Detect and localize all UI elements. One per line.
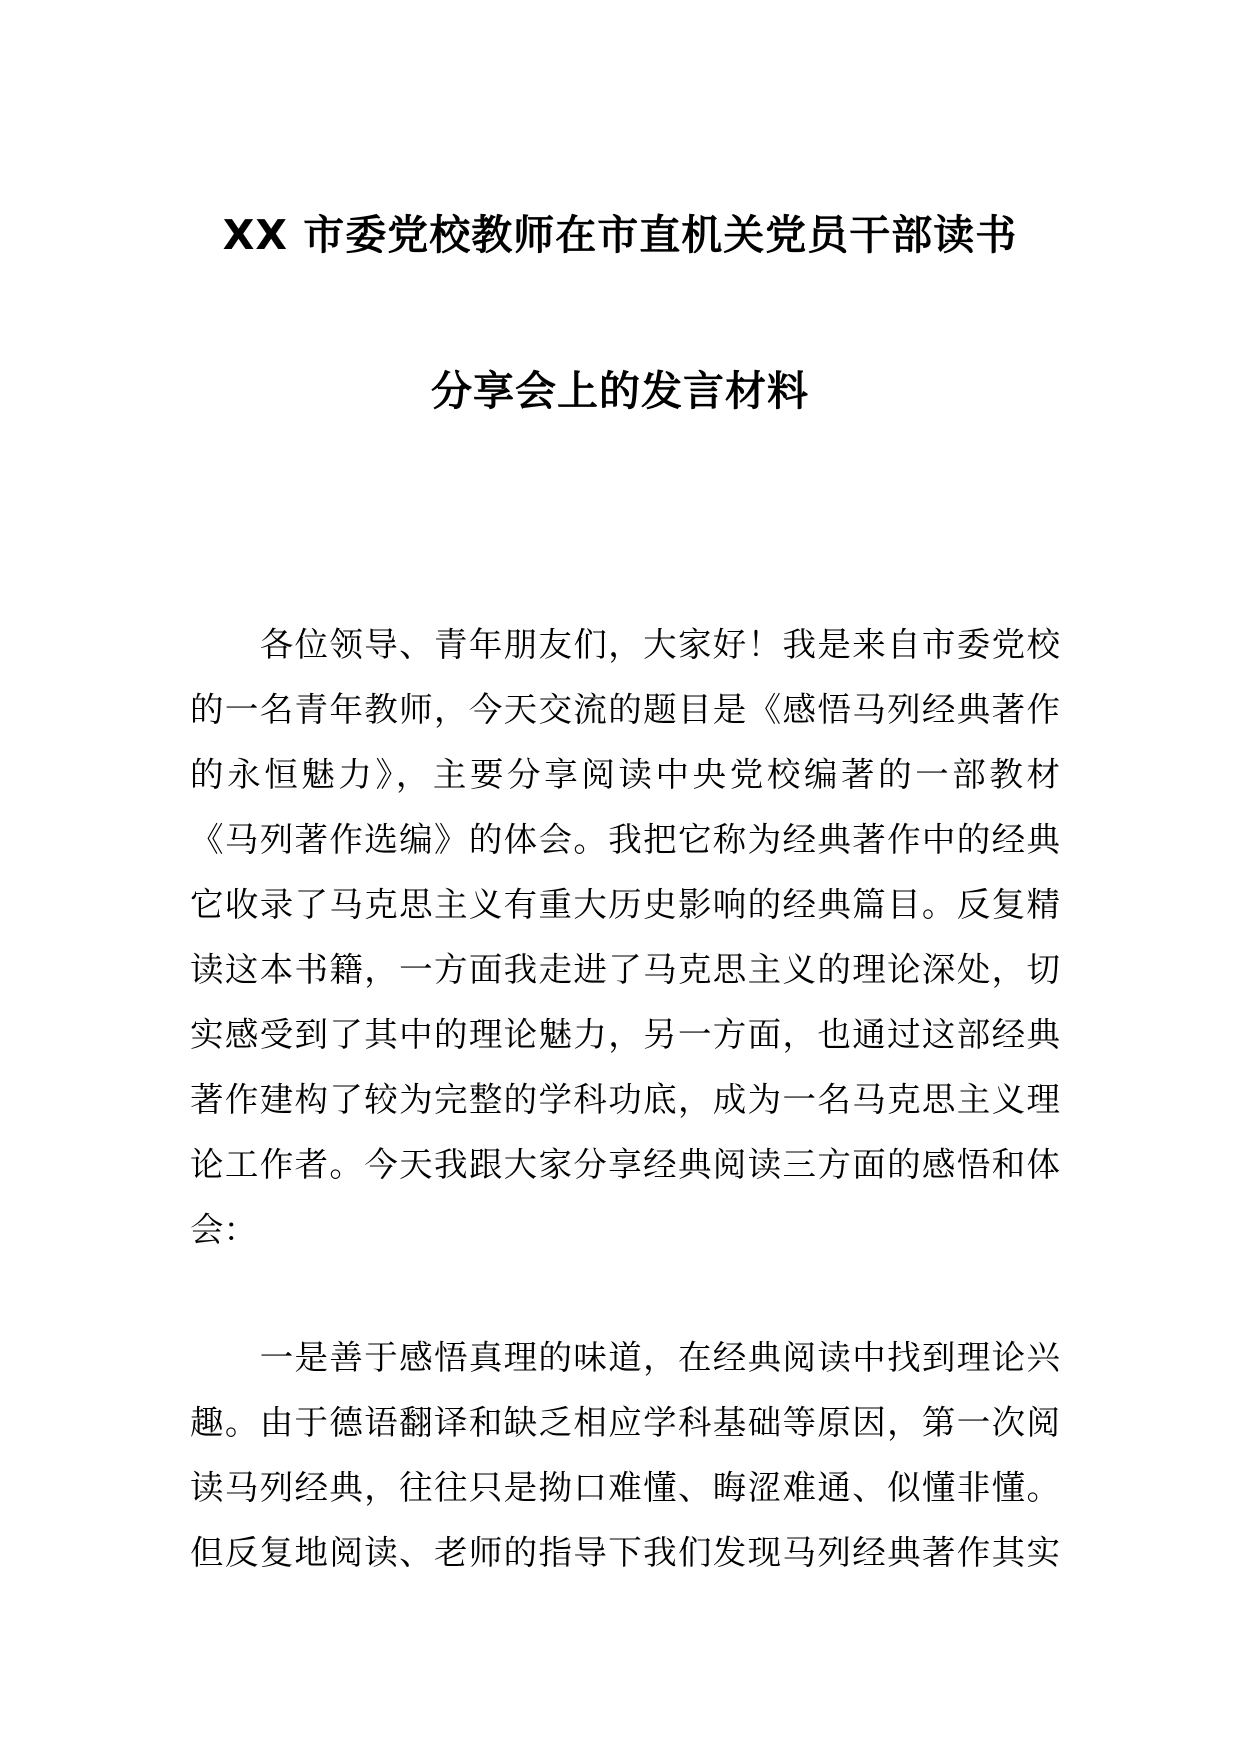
paragraph-line: 读这本书籍，一方面我走进了马克思主义的理论深处，切: [190, 950, 1060, 989]
paragraph-line: 各位领导、青年朋友们，大家好！我是来自市委党校: [190, 625, 1060, 664]
paragraph-line: 著作建构了较为完整的学科功底，成为一名马克思主义理: [190, 1080, 1060, 1119]
paragraph-line: 趣。由于德语翻译和缺乏相应学科基础等原因，第一次阅: [190, 1403, 1060, 1442]
paragraph-line: 实感受到了其中的理论魅力，另一方面，也通过这部经典: [190, 1015, 1060, 1054]
paragraph-line: 它收录了马克思主义有重大历史影响的经典篇目。反复精: [190, 885, 1060, 924]
paragraph-line: 读马列经典，往往只是拗口难懂、晦涩难通、似懂非懂。: [190, 1468, 1060, 1507]
document-title-line-1: XX 市委党校教师在市直机关党员干部读书: [222, 211, 1018, 259]
paragraph-line: 《马列著作选编》的体会。我把它称为经典著作中的经典: [190, 820, 1060, 859]
paragraph-line: 的永恒魅力》，主要分享阅读中央党校编著的一部教材: [190, 755, 1060, 794]
paragraph-line: 一是善于感悟真理的味道，在经典阅读中找到理论兴: [190, 1338, 1060, 1377]
paragraph-line: 论工作者。今天我跟大家分享经典阅读三方面的感悟和体: [190, 1145, 1060, 1184]
paragraph-line: 但反复地阅读、老师的指导下我们发现马列经典著作其实: [190, 1533, 1060, 1572]
body-paragraph-2: [190, 1325, 1060, 1585]
body-paragraph-1: [190, 612, 1060, 1262]
document-title-line-2: 分享会上的发言材料: [431, 367, 809, 415]
paragraph-line: 的一名青年教师，今天交流的题目是《感悟马列经典著作: [190, 690, 1060, 729]
paragraph-line: 会：: [190, 1210, 257, 1249]
